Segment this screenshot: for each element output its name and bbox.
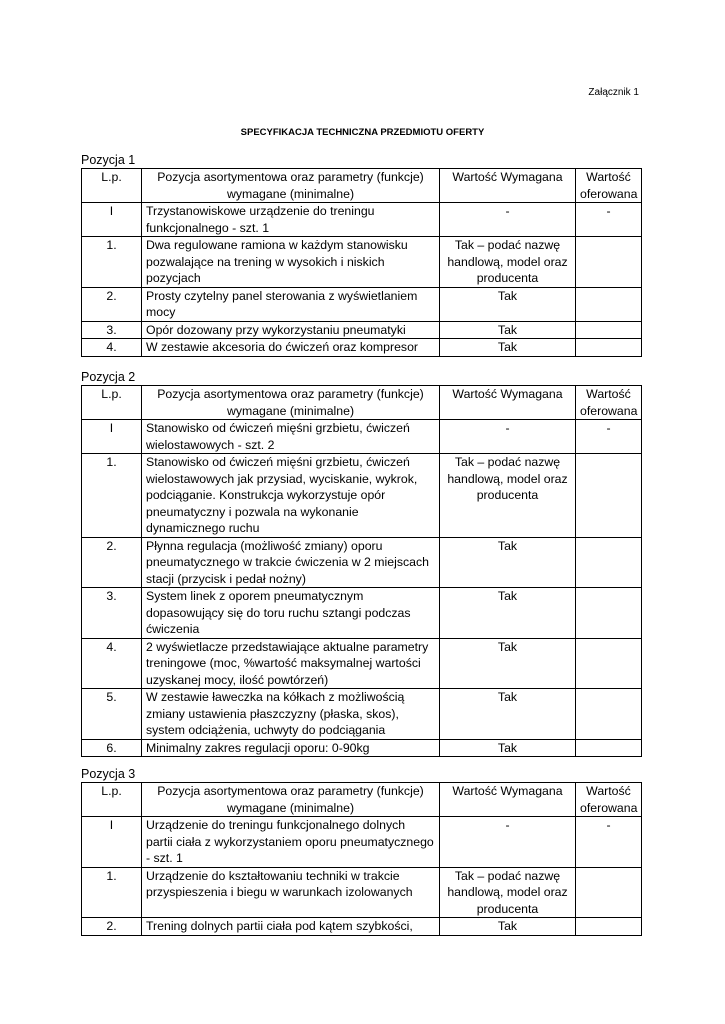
- table-row: [82, 321, 642, 339]
- col-offered-header: Wartość oferowana: [576, 169, 642, 203]
- row-lp: 5.: [82, 689, 142, 740]
- row-lp: I: [82, 203, 142, 237]
- row-offered[interactable]: [576, 638, 642, 689]
- col-offered-header: Wartość oferowana: [576, 386, 642, 420]
- row-item: Prosty czytelny panel sterowania z wyświetlaniem mocy: [142, 287, 440, 321]
- row-lp: 2.: [82, 537, 142, 588]
- table-row: [82, 420, 642, 454]
- row-offered[interactable]: [576, 588, 642, 639]
- row-offered[interactable]: -: [576, 203, 642, 237]
- row-item: 2 wyświetlacze przedstawiające aktualne parametry treningowe (moc, %wartość maksymalnej wartości uzyskanej mocy, ilość powtórzeń): [142, 638, 440, 689]
- row-required: Tak: [440, 638, 576, 689]
- annex-label: Załącznik 1: [588, 87, 639, 98]
- row-offered[interactable]: [576, 537, 642, 588]
- row-lp: 1.: [82, 237, 142, 288]
- row-offered[interactable]: [576, 867, 642, 918]
- col-item-header: Pozycja asortymentowa oraz parametry (funkcje) wymagane (minimalne): [142, 386, 440, 420]
- row-item: Minimalny zakres regulacji oporu: 0-90kg: [142, 739, 440, 757]
- document-title: SPECYFIKACJA TECHNICZNA PRZEDMIOTU OFERTY: [240, 127, 485, 138]
- table-row: [82, 739, 642, 757]
- row-lp: 1.: [82, 867, 142, 918]
- row-lp: 2.: [82, 287, 142, 321]
- row-item: Opór dozowany przy wykorzystaniu pneumatyki: [142, 321, 440, 339]
- row-offered[interactable]: [576, 739, 642, 757]
- row-required: Tak – podać nazwę handlową, model oraz producenta: [440, 867, 576, 918]
- row-item: Płynna regulacja (możliwość zmiany) oporu pneumatycznego w trakcie ćwiczenia w 2 miejscach stacji (przycisk i pedał nożny): [142, 537, 440, 588]
- spec-table: [81, 168, 642, 357]
- row-offered[interactable]: [576, 454, 642, 538]
- spec-table: [81, 782, 642, 936]
- col-offered-header: Wartość oferowana: [576, 783, 642, 817]
- row-item: Dwa regulowane ramiona w każdym stanowisku pozwalające na trening w wysokich i niskich pozycjach: [142, 237, 440, 288]
- section-label: Pozycja 1: [81, 153, 136, 167]
- row-lp: I: [82, 420, 142, 454]
- table-row: [82, 638, 642, 689]
- col-lp-header: L.p.: [82, 783, 142, 817]
- row-required: Tak: [440, 287, 576, 321]
- col-item-header: Pozycja asortymentowa oraz parametry (funkcje) wymagane (minimalne): [142, 169, 440, 203]
- row-lp: 4.: [82, 638, 142, 689]
- table-row: [82, 867, 642, 918]
- table-row: [82, 454, 642, 538]
- table-header-row: [82, 783, 642, 817]
- row-required: Tak: [440, 689, 576, 740]
- table-row: [82, 237, 642, 288]
- row-required: Tak: [440, 739, 576, 757]
- row-required: Tak – podać nazwę handlową, model oraz producenta: [440, 454, 576, 538]
- table-header-row: [82, 386, 642, 420]
- table-row: [82, 689, 642, 740]
- row-item: W zestawie ławeczka na kółkach z możliwością zmiany ustawienia płaszczyzny (płaska, skos), system odciążenia, uchwyty do podciągania: [142, 689, 440, 740]
- row-lp: 1.: [82, 454, 142, 538]
- row-lp: 6.: [82, 739, 142, 757]
- row-item: System linek z oporem pneumatycznym dopasowujący się do toru ruchu sztangi podczas ćwiczenia: [142, 588, 440, 639]
- table-row: [82, 588, 642, 639]
- table-row: [82, 287, 642, 321]
- section-pozycja-3: [81, 767, 641, 936]
- col-lp-header: L.p.: [82, 169, 142, 203]
- spec-table: [81, 385, 642, 757]
- row-required: Tak: [440, 339, 576, 357]
- table-header-row: [82, 169, 642, 203]
- row-item: Trzystanowiskowe urządzenie do treningu funkcjonalnego - szt. 1: [142, 203, 440, 237]
- col-required-header: Wartość Wymagana: [440, 783, 576, 817]
- row-lp: 3.: [82, 321, 142, 339]
- row-item: Trening dolnych partii ciała pod kątem szybkości,: [142, 918, 440, 936]
- row-lp: 3.: [82, 588, 142, 639]
- table-row: [82, 339, 642, 357]
- row-item: Stanowisko od ćwiczeń mięśni grzbietu, ćwiczeń wielostawowych jak przysiad, wyciskanie, wykrok, podciąganie. Konstrukcja wykorzystuje opór pneumatyczny i pozwala na wykonanie dynamicznego ruchu: [142, 454, 440, 538]
- col-item-header: Pozycja asortymentowa oraz parametry (funkcje) wymagane (minimalne): [142, 783, 440, 817]
- table-row: [82, 537, 642, 588]
- col-required-header: Wartość Wymagana: [440, 169, 576, 203]
- table-row: [82, 817, 642, 868]
- table-row: [82, 203, 642, 237]
- section-pozycja-1: [81, 153, 641, 357]
- row-offered[interactable]: -: [576, 817, 642, 868]
- row-offered[interactable]: [576, 918, 642, 936]
- row-required: Tak: [440, 537, 576, 588]
- section-label: Pozycja 2: [81, 370, 136, 384]
- row-offered[interactable]: [576, 287, 642, 321]
- row-required: Tak: [440, 321, 576, 339]
- section-pozycja-2: [81, 370, 641, 757]
- row-offered[interactable]: -: [576, 420, 642, 454]
- row-required: -: [440, 817, 576, 868]
- row-required: -: [440, 203, 576, 237]
- row-item: Urządzenie do kształtowaniu techniki w trakcie przyspieszenia i biegu w warunkach izolowanych: [142, 867, 440, 918]
- row-item: Urządzenie do treningu funkcjonalnego dolnych partii ciała z wykorzystaniem oporu pneumatycznego - szt. 1: [142, 817, 440, 868]
- row-lp: 2.: [82, 918, 142, 936]
- table-row: [82, 918, 642, 936]
- row-offered[interactable]: [576, 237, 642, 288]
- row-required: Tak – podać nazwę handlową, model oraz producenta: [440, 237, 576, 288]
- row-item: Stanowisko od ćwiczeń mięśni grzbietu, ćwiczeń wielostawowych - szt. 2: [142, 420, 440, 454]
- row-required: Tak: [440, 588, 576, 639]
- section-label: Pozycja 3: [81, 767, 136, 781]
- row-required: Tak: [440, 918, 576, 936]
- row-item: W zestawie akcesoria do ćwiczeń oraz kompresor: [142, 339, 440, 357]
- row-required: -: [440, 420, 576, 454]
- row-lp: 4.: [82, 339, 142, 357]
- row-lp: I: [82, 817, 142, 868]
- col-lp-header: L.p.: [82, 386, 142, 420]
- row-offered[interactable]: [576, 689, 642, 740]
- row-offered[interactable]: [576, 339, 642, 357]
- col-required-header: Wartość Wymagana: [440, 386, 576, 420]
- row-offered[interactable]: [576, 321, 642, 339]
